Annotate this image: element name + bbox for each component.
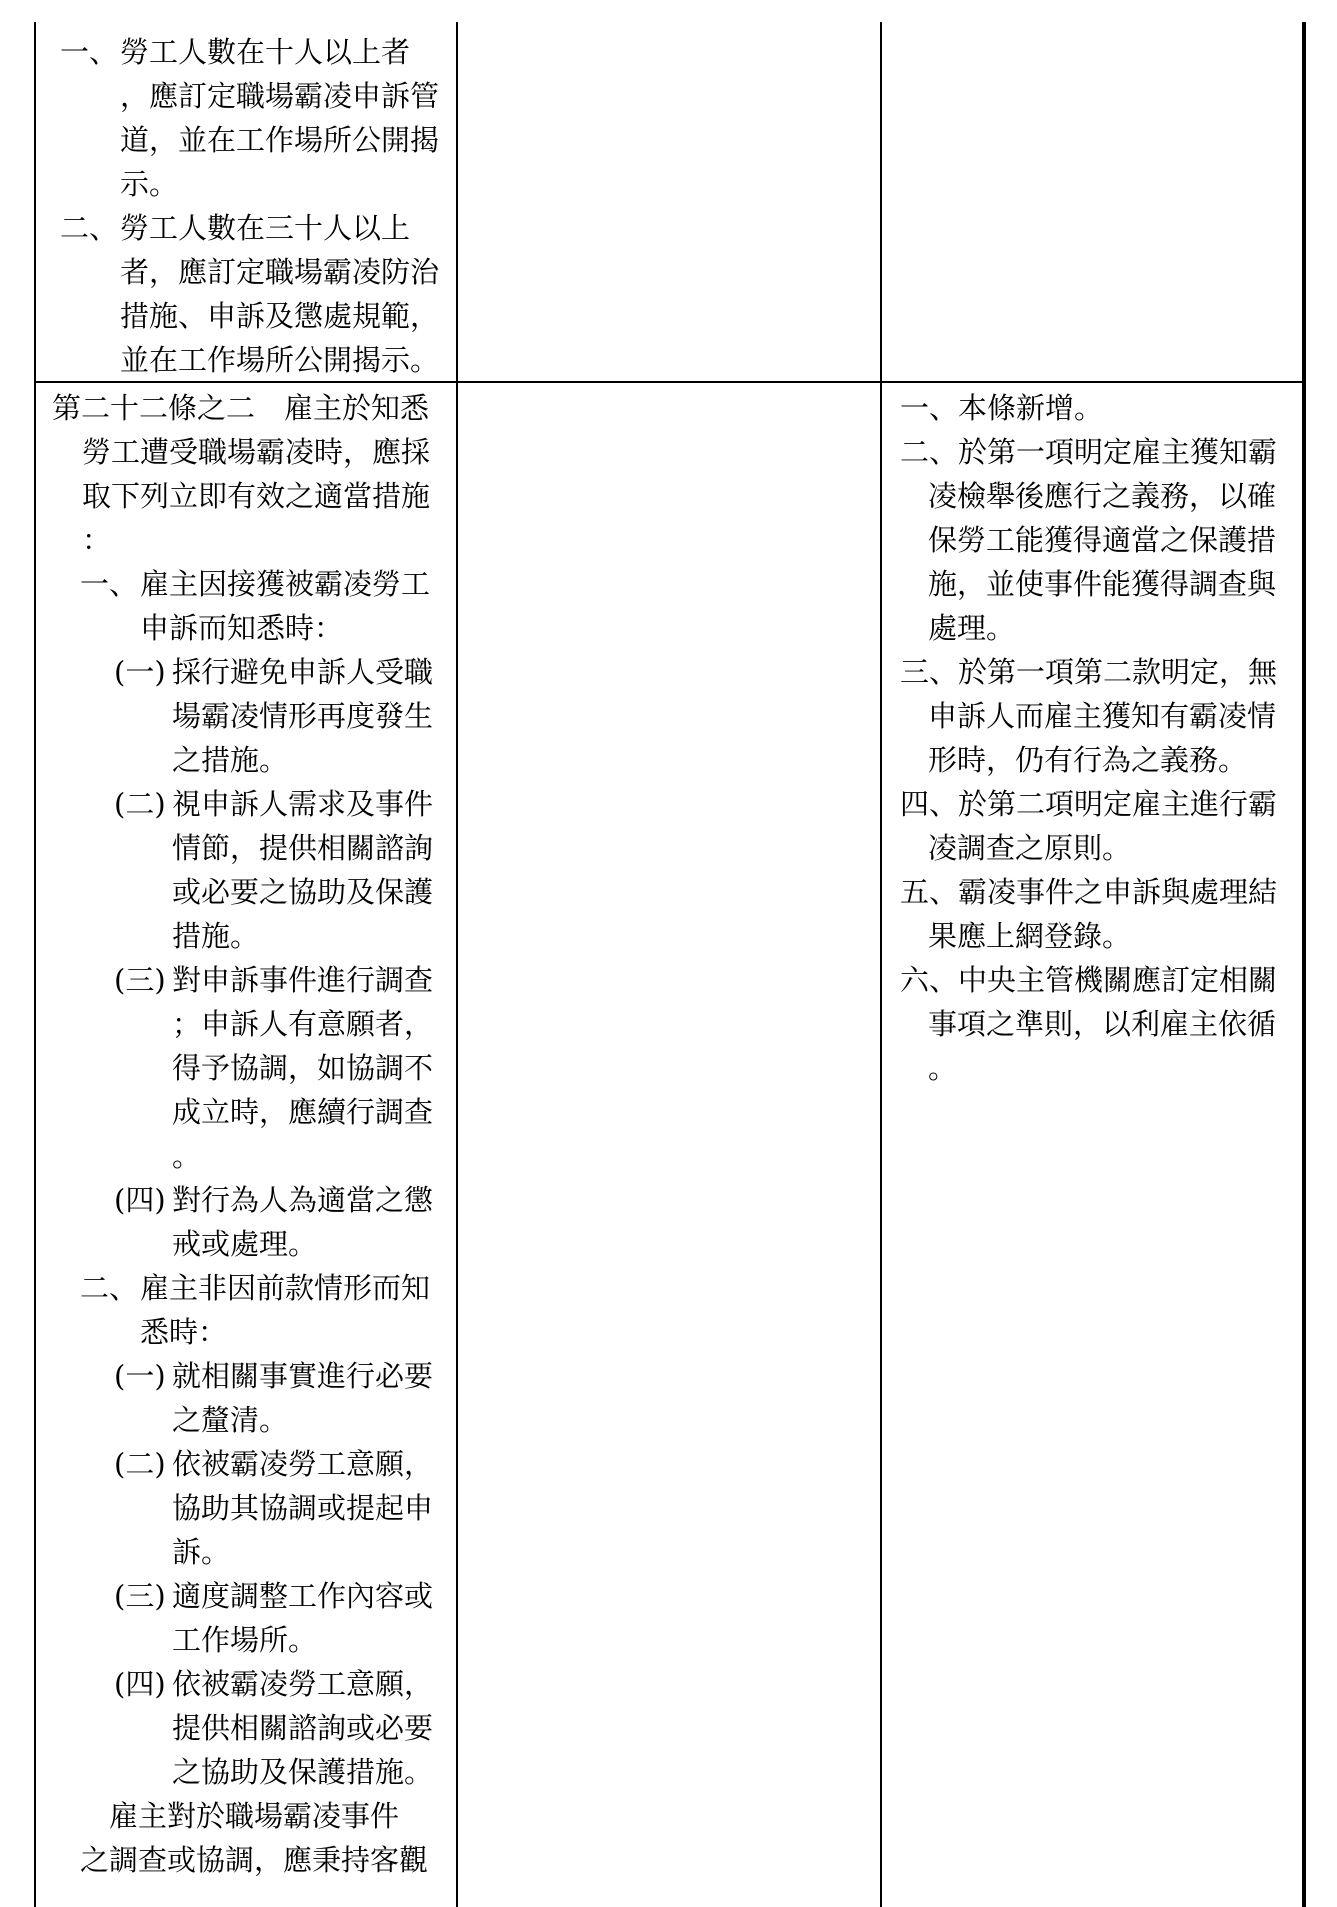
text-line: 或必要之協助及保護 (172, 875, 434, 909)
text-line: 中央主管機關應訂定相關 (958, 963, 1278, 997)
explanation-continuation (900, 694, 1290, 782)
numbered-item (80, 1266, 447, 1354)
text-line: 勞工人數在三十人以上 (120, 211, 411, 245)
item-marker: 一、 (60, 35, 119, 69)
text-line: 對行為人為適當之懲 (172, 1183, 434, 1217)
text-line: 示。 (120, 167, 179, 201)
text-line: 訴。 (172, 1535, 231, 1569)
item-text (172, 1178, 447, 1266)
item-text (172, 782, 447, 958)
text-line: 場霸凌情形再度發生 (172, 699, 434, 733)
item-text (172, 650, 447, 782)
text-line: 於第二項明定雇主進行霸 (958, 787, 1278, 821)
text-line: 成立時，應續行調查 (172, 1095, 434, 1129)
explanation-continuation (900, 914, 1290, 958)
item-text (172, 1442, 447, 1574)
sub-item (114, 1574, 447, 1662)
text-line: 形時，仍有行為之義務。 (928, 743, 1248, 777)
text-line: 勞工人數在十人以上者 (120, 35, 411, 69)
text-line: 於第一項明定雇主獲知霸 (958, 435, 1278, 469)
text-line: ： (82, 523, 112, 557)
sub-item (114, 782, 447, 958)
item-marker: (三) (114, 1579, 166, 1613)
text-line: 之釐清。 (172, 1403, 289, 1437)
explanation-item (900, 870, 1290, 958)
item-marker: (一) (114, 1359, 166, 1393)
numbered-item (60, 30, 445, 206)
text-line: 申訴人而雇主獲知有霸凌情 (928, 699, 1277, 733)
explanation-item (900, 430, 1290, 650)
text-line: 措施、申訴及懲處規範， (120, 299, 440, 333)
text-line: 施，並使事件能獲得調查與 (928, 567, 1277, 601)
item-text (120, 206, 445, 382)
text-line: 於第一項第二款明定，無 (958, 655, 1278, 689)
text-line: 保勞工能獲得適當之保護措 (928, 523, 1277, 557)
item-text (172, 958, 447, 1178)
sub-item (114, 1354, 447, 1442)
numbered-item (60, 206, 445, 382)
text-line: 並在工作場所公開揭示。 (120, 343, 440, 377)
text-line: ；申訴人有意願者， (172, 1007, 434, 1041)
item-text (172, 1574, 447, 1662)
text-line: 措施。 (172, 919, 260, 953)
article-cell (52, 386, 447, 1882)
item-marker: 一、 (900, 391, 959, 425)
table-col-divider-1 (456, 22, 458, 1907)
item-marker: 五、 (900, 875, 959, 909)
text-line: 之措施。 (172, 743, 289, 777)
article-closing-paragraph (80, 1794, 447, 1882)
explanation-first-line (900, 782, 1290, 826)
item-marker: (三) (114, 963, 166, 997)
numbered-item (80, 562, 447, 650)
explanation-item (900, 386, 1290, 430)
explanation-item (900, 650, 1290, 782)
explanation-first-line (900, 958, 1290, 1002)
item-text (140, 562, 447, 650)
explanation-first-line (900, 386, 1290, 430)
text-line: 凌檢舉後應行之義務，以確 (928, 479, 1277, 513)
item-marker: (一) (114, 655, 166, 689)
text-line: 道，並在工作場所公開揭 (120, 123, 440, 157)
item-marker: 二、 (80, 1271, 139, 1305)
item-text (172, 1662, 447, 1794)
text-line: 。 (928, 1051, 958, 1085)
explanation-continuation (900, 826, 1290, 870)
text-line: 事項之準則，以利雇主依循 (928, 1007, 1277, 1041)
text-line: 凌調查之原則。 (928, 831, 1132, 865)
item-text (140, 1266, 447, 1354)
text-line: 視申訴人需求及事件 (172, 787, 434, 821)
text-line: 。 (172, 1139, 202, 1173)
sub-item (114, 650, 447, 782)
table-col-divider-2 (880, 22, 882, 1907)
text-line: 本條新增。 (958, 391, 1104, 425)
sub-item (114, 1178, 447, 1266)
text-line: 雇主對於職場霸凌事件 (80, 1799, 400, 1833)
text-line: 適度調整工作內容或 (172, 1579, 434, 1613)
item-text (120, 30, 445, 206)
item-marker: (四) (114, 1667, 166, 1701)
text-line: 之協助及保護措施。 (172, 1755, 434, 1789)
sub-item (114, 1662, 447, 1794)
text-line: 之調查或協調，應秉持客觀 (80, 1843, 429, 1877)
item-marker: (四) (114, 1183, 166, 1217)
text-line: 勞工遭受職場霸凌時，應採 (82, 435, 431, 469)
text-line: 處理。 (928, 611, 1016, 645)
text-line: 情節，提供相關諮詢 (172, 831, 434, 865)
item-marker: 二、 (60, 211, 119, 245)
sub-item (114, 1442, 447, 1574)
text-line: 悉時： (140, 1315, 228, 1349)
text-line: 採行避免申訴人受職 (172, 655, 434, 689)
text-line: 協助其協調或提起申 (172, 1491, 434, 1525)
text-line: 申訴而知悉時： (140, 611, 344, 645)
explanation-item (900, 958, 1290, 1090)
text-line: 得予協調，如協調不 (172, 1051, 434, 1085)
text-line: 雇主非因前款情形而知 (140, 1271, 431, 1305)
explanation-first-line (900, 650, 1290, 694)
explanation-item (900, 782, 1290, 870)
text-line: 者，應訂定職場霸凌防治 (120, 255, 440, 289)
table-right-border (1302, 22, 1306, 1907)
table-left-border (34, 22, 36, 1907)
explanation-first-line (900, 430, 1290, 474)
text-line: 取下列立即有效之適當措施 (82, 479, 431, 513)
item-marker: 三、 (900, 655, 959, 689)
top-left-cell (60, 30, 445, 382)
text-line: 戒或處理。 (172, 1227, 318, 1261)
item-marker: (二) (114, 1447, 166, 1481)
item-marker: 一、 (80, 567, 139, 601)
explanation-continuation (900, 1002, 1290, 1090)
text-line: 雇主因接獲被霸凌勞工 (140, 567, 431, 601)
explanation-continuation (900, 474, 1290, 650)
text-line: 依被霸凌勞工意願， (172, 1667, 434, 1701)
item-marker: (二) (114, 787, 166, 821)
text-line: 霸凌事件之申訴與處理結 (958, 875, 1278, 909)
text-line: 提供相關諮詢或必要 (172, 1711, 434, 1745)
text-line: 第二十二條之二 雇主於知悉 (52, 391, 430, 425)
text-line: 工作場所。 (172, 1623, 318, 1657)
text-line: 依被霸凌勞工意願， (172, 1447, 434, 1481)
text-line: 就相關事實進行必要 (172, 1359, 434, 1393)
text-line: ，應訂定職場霸凌申訴管 (120, 79, 440, 113)
item-marker: 四、 (900, 787, 959, 821)
item-text (172, 1354, 447, 1442)
item-marker: 二、 (900, 435, 959, 469)
article-title (52, 386, 447, 562)
item-marker: 六、 (900, 963, 959, 997)
text-line: 果應上網登錄。 (928, 919, 1132, 953)
explanation-cell (900, 386, 1290, 1090)
sub-item (114, 958, 447, 1178)
text-line: 對申訴事件進行調查 (172, 963, 434, 997)
explanation-first-line (900, 870, 1290, 914)
